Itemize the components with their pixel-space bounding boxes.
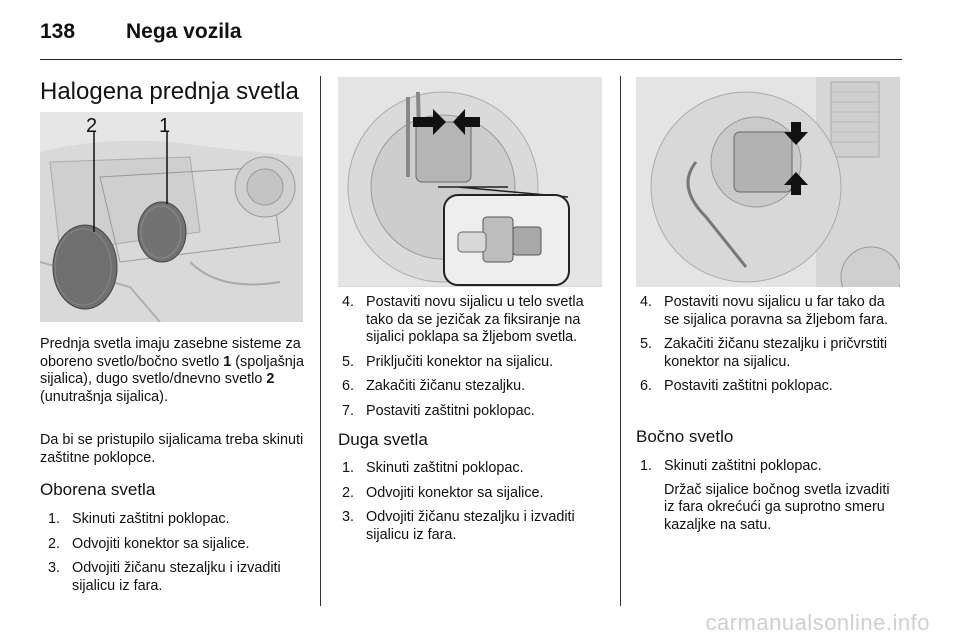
side-light-note: Držač sijalice bočnog svetla izvaditi iz fara okrećući ga suprotno smeru kazaljke na satu. — [664, 481, 890, 533]
callout-2: 2 — [86, 115, 98, 137]
headlamp-figure — [40, 112, 303, 322]
list-item: 1. Skinuti zaštitni poklopac. Držač sijalice bočnog svetla izvaditi iz fara okrećući ga suprotno smeru kazaljke na satu. — [640, 458, 902, 534]
high-beam-heading: Duga svetla — [338, 430, 428, 449]
callout-1: 1 — [159, 115, 171, 137]
list-item: 5. Priključiti konektor na sijalicu. — [342, 353, 554, 370]
list-item: 7. Postaviti zaštitni poklopac. — [342, 402, 535, 419]
intro-paragraph: Prednja svetla imaju zasebne sisteme za oboreno svetlo/bočno svetlo 1 (spoljašnja sijalica), dugo svetlo/dnevno svetlo 2 (unutrašnja sijalica). — [40, 336, 305, 405]
low-beam-heading: Oborena svetla — [40, 480, 156, 499]
list-item: 3. Odvojiti žičanu stezaljku i izvaditi sijalicu iz fara. — [48, 560, 281, 594]
low-beam-steps — [48, 511, 308, 602]
column-divider-2 — [620, 76, 621, 606]
access-paragraph: Da bi se pristupilo sijalicama treba skinuti zaštitne poklopce. — [40, 432, 304, 466]
page-header — [40, 14, 910, 54]
list-item: 6. Zakačiti žičanu stezaljku. — [342, 378, 526, 395]
side-light-heading: Bočno svetlo — [636, 427, 734, 446]
list-item: 4. Postaviti novu sijalicu u telo svetla tako da se jezičak za fiksiranje na sijalici poklapa sa žljebom svetla. — [342, 294, 584, 346]
list-item: 5. Zakačiti žičanu stezaljku i pričvrstiti konektor na sijalicu. — [640, 336, 888, 370]
section-title: Nega vozila — [126, 20, 242, 43]
bulb-install-figure — [338, 77, 602, 287]
column-divider-1 — [320, 76, 321, 606]
side-light-steps — [640, 458, 902, 541]
high-beam-steps — [342, 460, 604, 551]
list-item: 6. Postaviti zaštitni poklopac. — [640, 378, 833, 395]
list-item: 3. Odvojiti žičanu stezaljku i izvaditi sijalicu iz fara. — [342, 509, 575, 543]
list-item: 2. Odvojiti konektor sa sijalice. — [342, 484, 544, 501]
low-beam-steps-continued — [342, 294, 604, 428]
list-item: 1. Skinuti zaštitni poklopac. — [48, 511, 230, 527]
high-beam-figure — [636, 77, 900, 287]
list-item: 2. Odvojiti konektor sa sijalice. — [48, 535, 250, 552]
high-beam-steps-continued — [640, 294, 902, 403]
page-title: Halogena prednja svetla — [40, 78, 299, 105]
header-rule — [40, 59, 902, 60]
list-item: 4. Postaviti novu sijalicu u far tako da se sijalica poravna sa žljebom fara. — [640, 294, 888, 328]
list-item: 1. Skinuti zaštitni poklopac. — [342, 460, 524, 476]
page-number: 138 — [40, 20, 76, 43]
watermark: carmanualsonline.info — [705, 610, 930, 635]
